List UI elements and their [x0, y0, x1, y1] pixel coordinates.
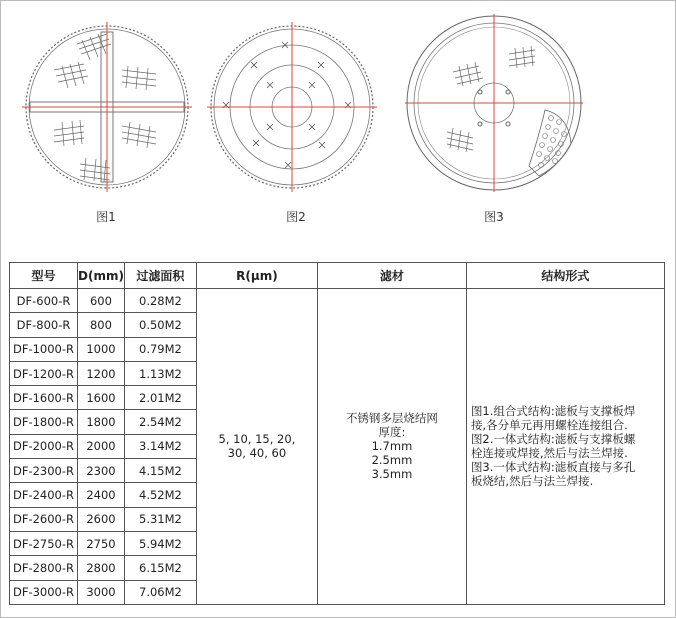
- media-cell-line: 3.5mm: [371, 467, 413, 482]
- cell-diameter: 1000: [78, 337, 125, 361]
- cell-area: 4.15M2: [124, 459, 196, 483]
- cell-area: 7.06M2: [124, 580, 196, 604]
- cell-area: 2.01M2: [124, 386, 196, 410]
- figure-1-caption: 图1: [96, 210, 116, 224]
- media-cell: [317, 289, 466, 605]
- cell-model: DF-3000-R: [10, 580, 78, 604]
- cell-model: DF-600-R: [10, 289, 78, 313]
- cell-diameter: 3000: [78, 580, 125, 604]
- cell-model: DF-1600-R: [10, 386, 78, 410]
- structure-cell-line: 图2.一体式结构:滤板与支撑板螺: [470, 432, 636, 447]
- table-body: [10, 289, 665, 605]
- figure-3-diagram: [405, 14, 583, 192]
- rating-cell-line: 5, 10, 15, 20,: [218, 432, 296, 447]
- cell-diameter: 2750: [78, 531, 125, 555]
- structure-cell: [466, 289, 664, 605]
- rating-cell-line: 30, 40, 60: [227, 446, 287, 461]
- cell-area: 0.28M2: [124, 289, 196, 313]
- media-cell-line: 2.5mm: [371, 453, 413, 468]
- cell-model: DF-2800-R: [10, 556, 78, 580]
- figure-2-caption: 图2: [286, 210, 306, 224]
- header-model: 型号: [10, 263, 78, 289]
- header-structure: 结构形式: [466, 263, 664, 289]
- table-header-row: [10, 263, 665, 289]
- cell-model: DF-1200-R: [10, 361, 78, 385]
- media-cell-line: 厚度:: [378, 425, 406, 440]
- spec-table: [9, 262, 665, 605]
- cell-model: DF-1000-R: [10, 337, 78, 361]
- cell-area: 3.14M2: [124, 434, 196, 458]
- cell-area: 5.31M2: [124, 507, 196, 531]
- cell-area: 4.52M2: [124, 483, 196, 507]
- header-media: 滤材: [317, 263, 466, 289]
- cell-diameter: 2800: [78, 556, 125, 580]
- cell-model: DF-2000-R: [10, 434, 78, 458]
- structure-cell-line: 图1.组合式结构:滤板与支撑板焊: [470, 404, 636, 419]
- cell-area: 2.54M2: [124, 410, 196, 434]
- cell-area: 0.79M2: [124, 337, 196, 361]
- cell-model: DF-2600-R: [10, 507, 78, 531]
- header-diameter: D(mm): [78, 263, 125, 289]
- cell-model: DF-2400-R: [10, 483, 78, 507]
- cell-model: DF-1800-R: [10, 410, 78, 434]
- cell-diameter: 600: [78, 289, 125, 313]
- rating-cell: [196, 289, 317, 605]
- cell-diameter: 2300: [78, 459, 125, 483]
- cell-diameter: 800: [78, 313, 125, 337]
- cell-diameter: 1800: [78, 410, 125, 434]
- cell-diameter: 1200: [78, 361, 125, 385]
- structure-cell-line: 板烧结,然后与法兰焊接.: [470, 474, 594, 489]
- media-cell-line: 1.7mm: [371, 439, 413, 454]
- figure-1-diagram: [22, 22, 192, 192]
- cell-model: DF-2300-R: [10, 459, 78, 483]
- cell-area: 0.50M2: [124, 313, 196, 337]
- header-area: 过滤面积: [124, 263, 196, 289]
- cell-diameter: 2000: [78, 434, 125, 458]
- cell-model: DF-2750-R: [10, 531, 78, 555]
- cell-diameter: 1600: [78, 386, 125, 410]
- cell-model: DF-800-R: [10, 313, 78, 337]
- cell-area: 1.13M2: [124, 361, 196, 385]
- figure-3-caption: 图3: [484, 210, 504, 224]
- cell-area: 6.15M2: [124, 556, 196, 580]
- structure-cell-line: 接,各分单元再用螺栓连接组合.: [470, 418, 628, 433]
- media-cell-line: 不锈钢多层烧结网: [345, 411, 438, 426]
- header-rating: R(μm): [196, 263, 317, 289]
- cell-diameter: 2400: [78, 483, 125, 507]
- cell-diameter: 2600: [78, 507, 125, 531]
- table-row: [10, 289, 665, 313]
- structure-cell-line: 栓连接或焊接,然后与法兰焊接.: [470, 446, 628, 461]
- cell-area: 5.94M2: [124, 531, 196, 555]
- figure-2-diagram: [207, 22, 377, 192]
- structure-cell-line: 图3.一体式结构:滤板直接与多孔: [470, 460, 636, 475]
